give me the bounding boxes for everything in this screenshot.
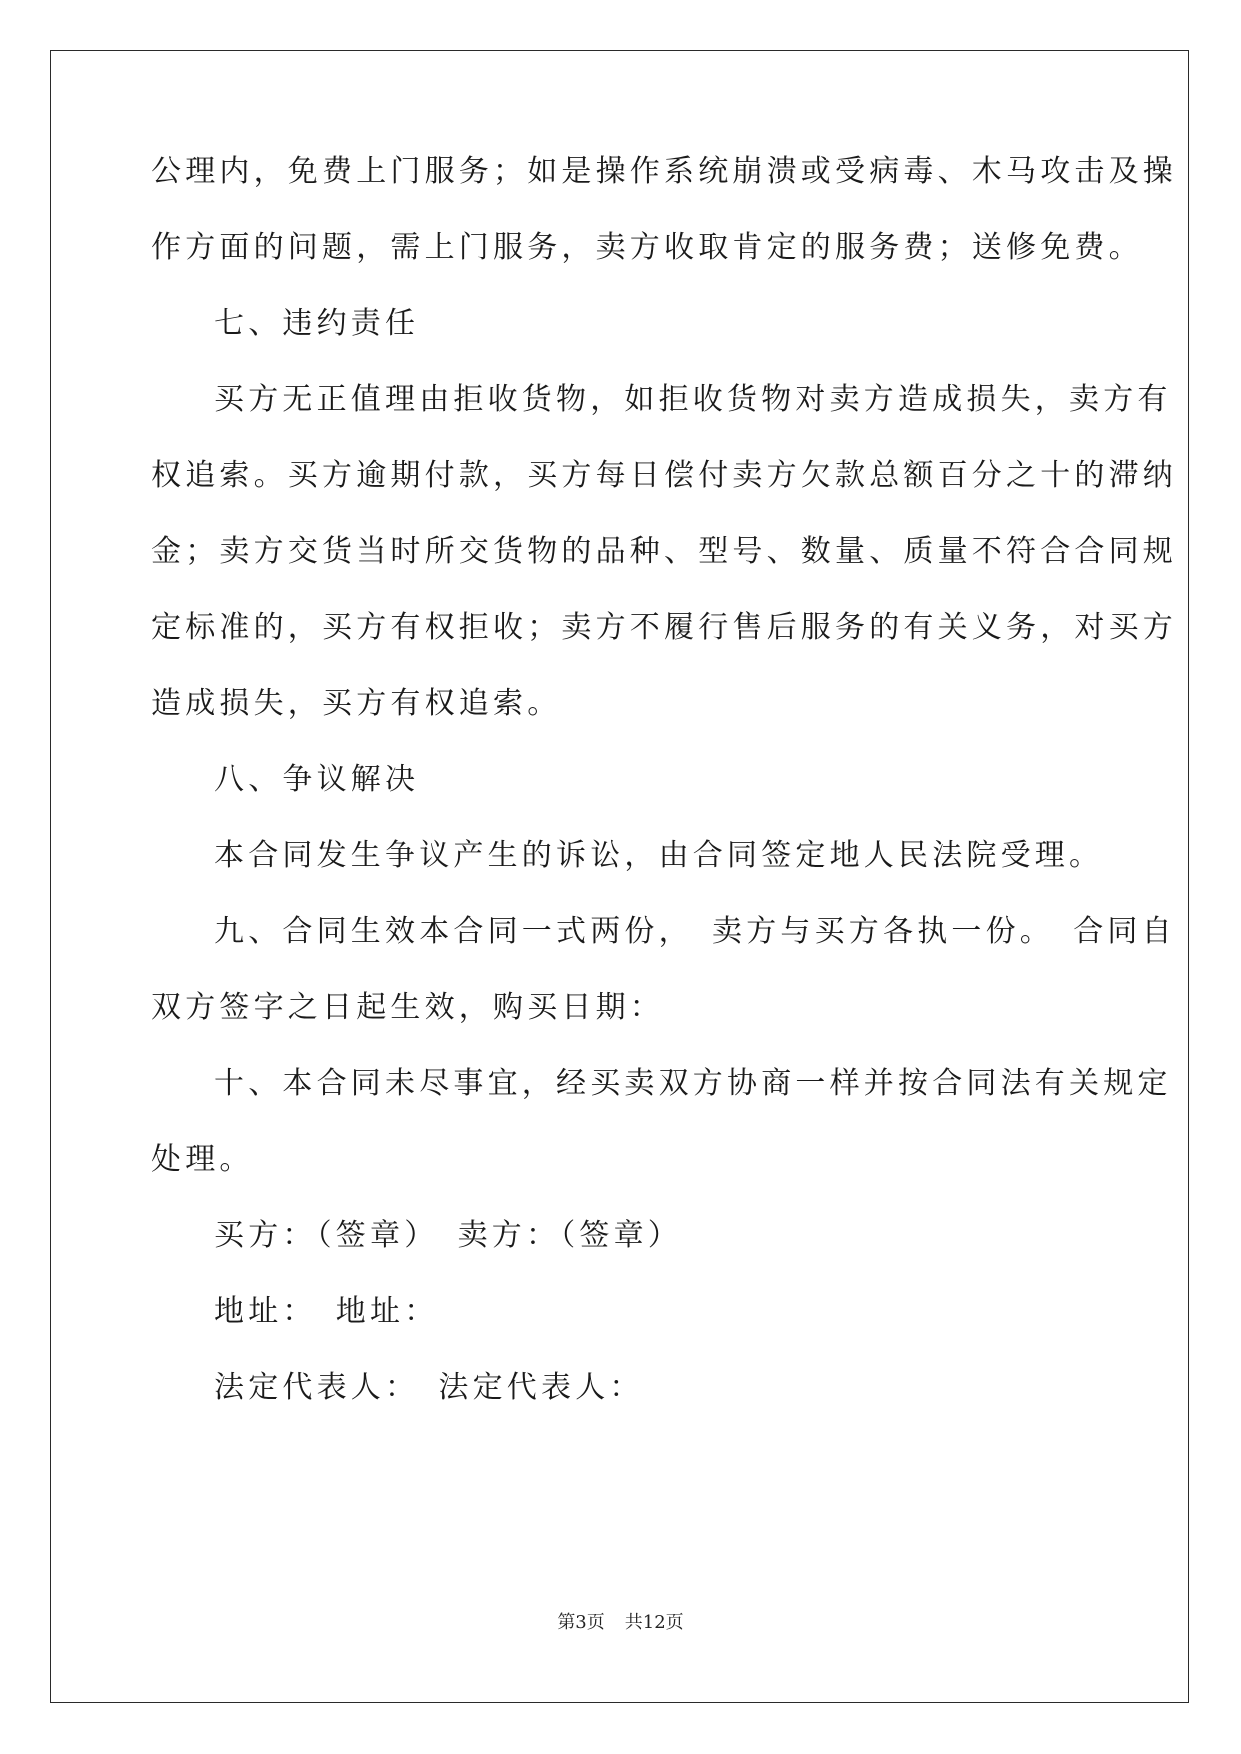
text-line: 权追索。买方逾期付款，买方每日偿付卖方欠款总额百分之十的滞纳 — [151, 458, 1177, 493]
section-heading: 七、违约责任 — [214, 306, 420, 341]
legal-representative-line: 法定代表人： 法定代表人： — [214, 1370, 644, 1405]
text-line: 作方面的问题，需上门服务，卖方收取肯定的服务费；送修免费。 — [151, 230, 1143, 265]
text-line: 双方签字之日起生效，购买日期： — [151, 990, 664, 1025]
text-line: 买方无正值理由拒收货物，如拒收货物对卖方造成损失，卖方有 — [214, 382, 1172, 417]
page-number: 第3页 — [557, 1612, 605, 1633]
section-heading: 八、争议解决 — [214, 762, 420, 797]
text-line: 金；卖方交货当时所交货物的品种、型号、数量、质量不符合合同规 — [151, 534, 1177, 569]
text-line: 定标准的，买方有权拒收；卖方不履行售后服务的有关义务，对买方 — [151, 610, 1177, 645]
text-line: 造成损失，买方有权追索。 — [151, 686, 562, 721]
page-footer — [0, 1611, 1241, 1635]
text-line: 九、合同生效本合同一式两份， 卖方与买方各执一份。 合同自 — [214, 914, 1176, 949]
signature-line: 买方：（签章） 卖方：（签章） — [214, 1218, 682, 1253]
page-total: 共12页 — [624, 1612, 684, 1633]
text-line: 本合同发生争议产生的诉讼，由合同签定地人民法院受理。 — [214, 838, 1104, 873]
page-frame — [50, 50, 1189, 1703]
address-line: 地址： 地址： — [214, 1294, 439, 1329]
text-line: 公理内，免费上门服务；如是操作系统崩溃或受病毒、木马攻击及操 — [151, 154, 1177, 189]
text-line: 处理。 — [151, 1142, 254, 1177]
text-line: 十、本合同未尽事宜，经买卖双方协商一样并按合同法有关规定 — [214, 1066, 1172, 1101]
